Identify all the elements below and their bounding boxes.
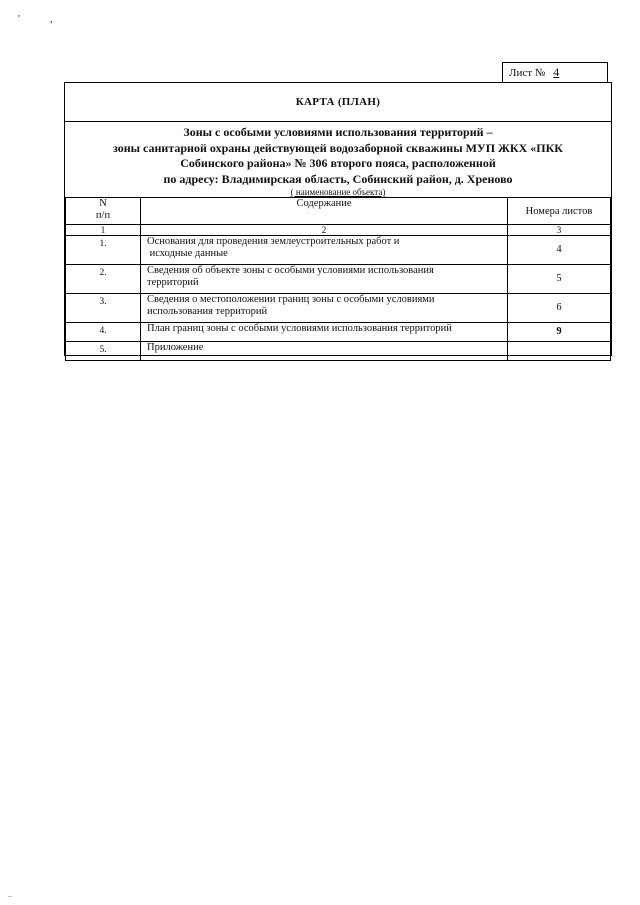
- subject-line: зоны санитарной охраны действующей водозаборной скважины МУП ЖКХ «ПКК: [112, 140, 564, 155]
- row-content: План границ зоны с особыми условиями использования территорий: [141, 323, 508, 342]
- column-number: 1: [66, 225, 141, 236]
- row-content-line: Основания для проведения землеустроительных работ и: [147, 236, 400, 247]
- row-number: 1.: [66, 236, 141, 265]
- table-header-row: [66, 198, 611, 225]
- header-number-line1: N: [99, 198, 107, 209]
- row-number: 5.: [66, 342, 141, 361]
- sheet-number: 4: [553, 65, 560, 79]
- header-content: Содержание: [141, 198, 508, 225]
- table-row: [66, 323, 611, 342]
- header-number: [66, 198, 141, 225]
- subject-caption: ( наименование объекта): [290, 187, 386, 197]
- scan-dot: ': [18, 14, 20, 25]
- table-row: [66, 236, 611, 265]
- row-content-line: исходные данные: [147, 248, 228, 259]
- row-number: 4.: [66, 323, 141, 342]
- row-pages: [508, 342, 611, 361]
- row-content: [141, 236, 508, 265]
- row-content: [141, 265, 508, 294]
- scan-dot: ..: [8, 890, 12, 899]
- document-frame: [64, 82, 612, 356]
- table-row: [66, 294, 611, 323]
- row-content-line: Сведения об объекте зоны с особыми условиями использования: [147, 265, 434, 276]
- contents-table: [65, 197, 611, 361]
- subject-line: Собинского района» № 306 второго пояса, расположенной: [180, 156, 496, 170]
- scan-dot: ,: [50, 14, 53, 25]
- row-content: Приложение: [141, 342, 508, 361]
- row-number: 2.: [66, 265, 141, 294]
- column-number: 3: [508, 225, 611, 236]
- header-pages: Номера листов: [508, 198, 611, 225]
- subject-line: по адресу: Владимирская область, Собинский район, д. Хреново: [163, 171, 513, 186]
- row-pages: 9: [508, 323, 611, 342]
- document-title: КАРТА (ПЛАН): [65, 83, 611, 122]
- subject-block: [65, 122, 611, 187]
- column-number-row: [66, 225, 611, 236]
- row-pages: 6: [508, 294, 611, 323]
- row-pages: 4: [508, 236, 611, 265]
- table-row: [66, 265, 611, 294]
- sheet-number-box: [502, 62, 608, 82]
- row-pages: 5: [508, 265, 611, 294]
- row-content-line: использования территорий: [147, 306, 268, 317]
- column-number: 2: [141, 225, 508, 236]
- sheet-label: Лист №: [509, 66, 546, 79]
- header-number-line2: п/п: [95, 210, 111, 221]
- row-content-line: территорий: [147, 277, 199, 288]
- table-row: [66, 342, 611, 361]
- row-content-line: Сведения о местоположении границ зоны с особыми условиями: [147, 294, 435, 305]
- row-number: 3.: [66, 294, 141, 323]
- subject-line: Зоны с особыми условиями использования территорий –: [183, 125, 493, 139]
- row-content: [141, 294, 508, 323]
